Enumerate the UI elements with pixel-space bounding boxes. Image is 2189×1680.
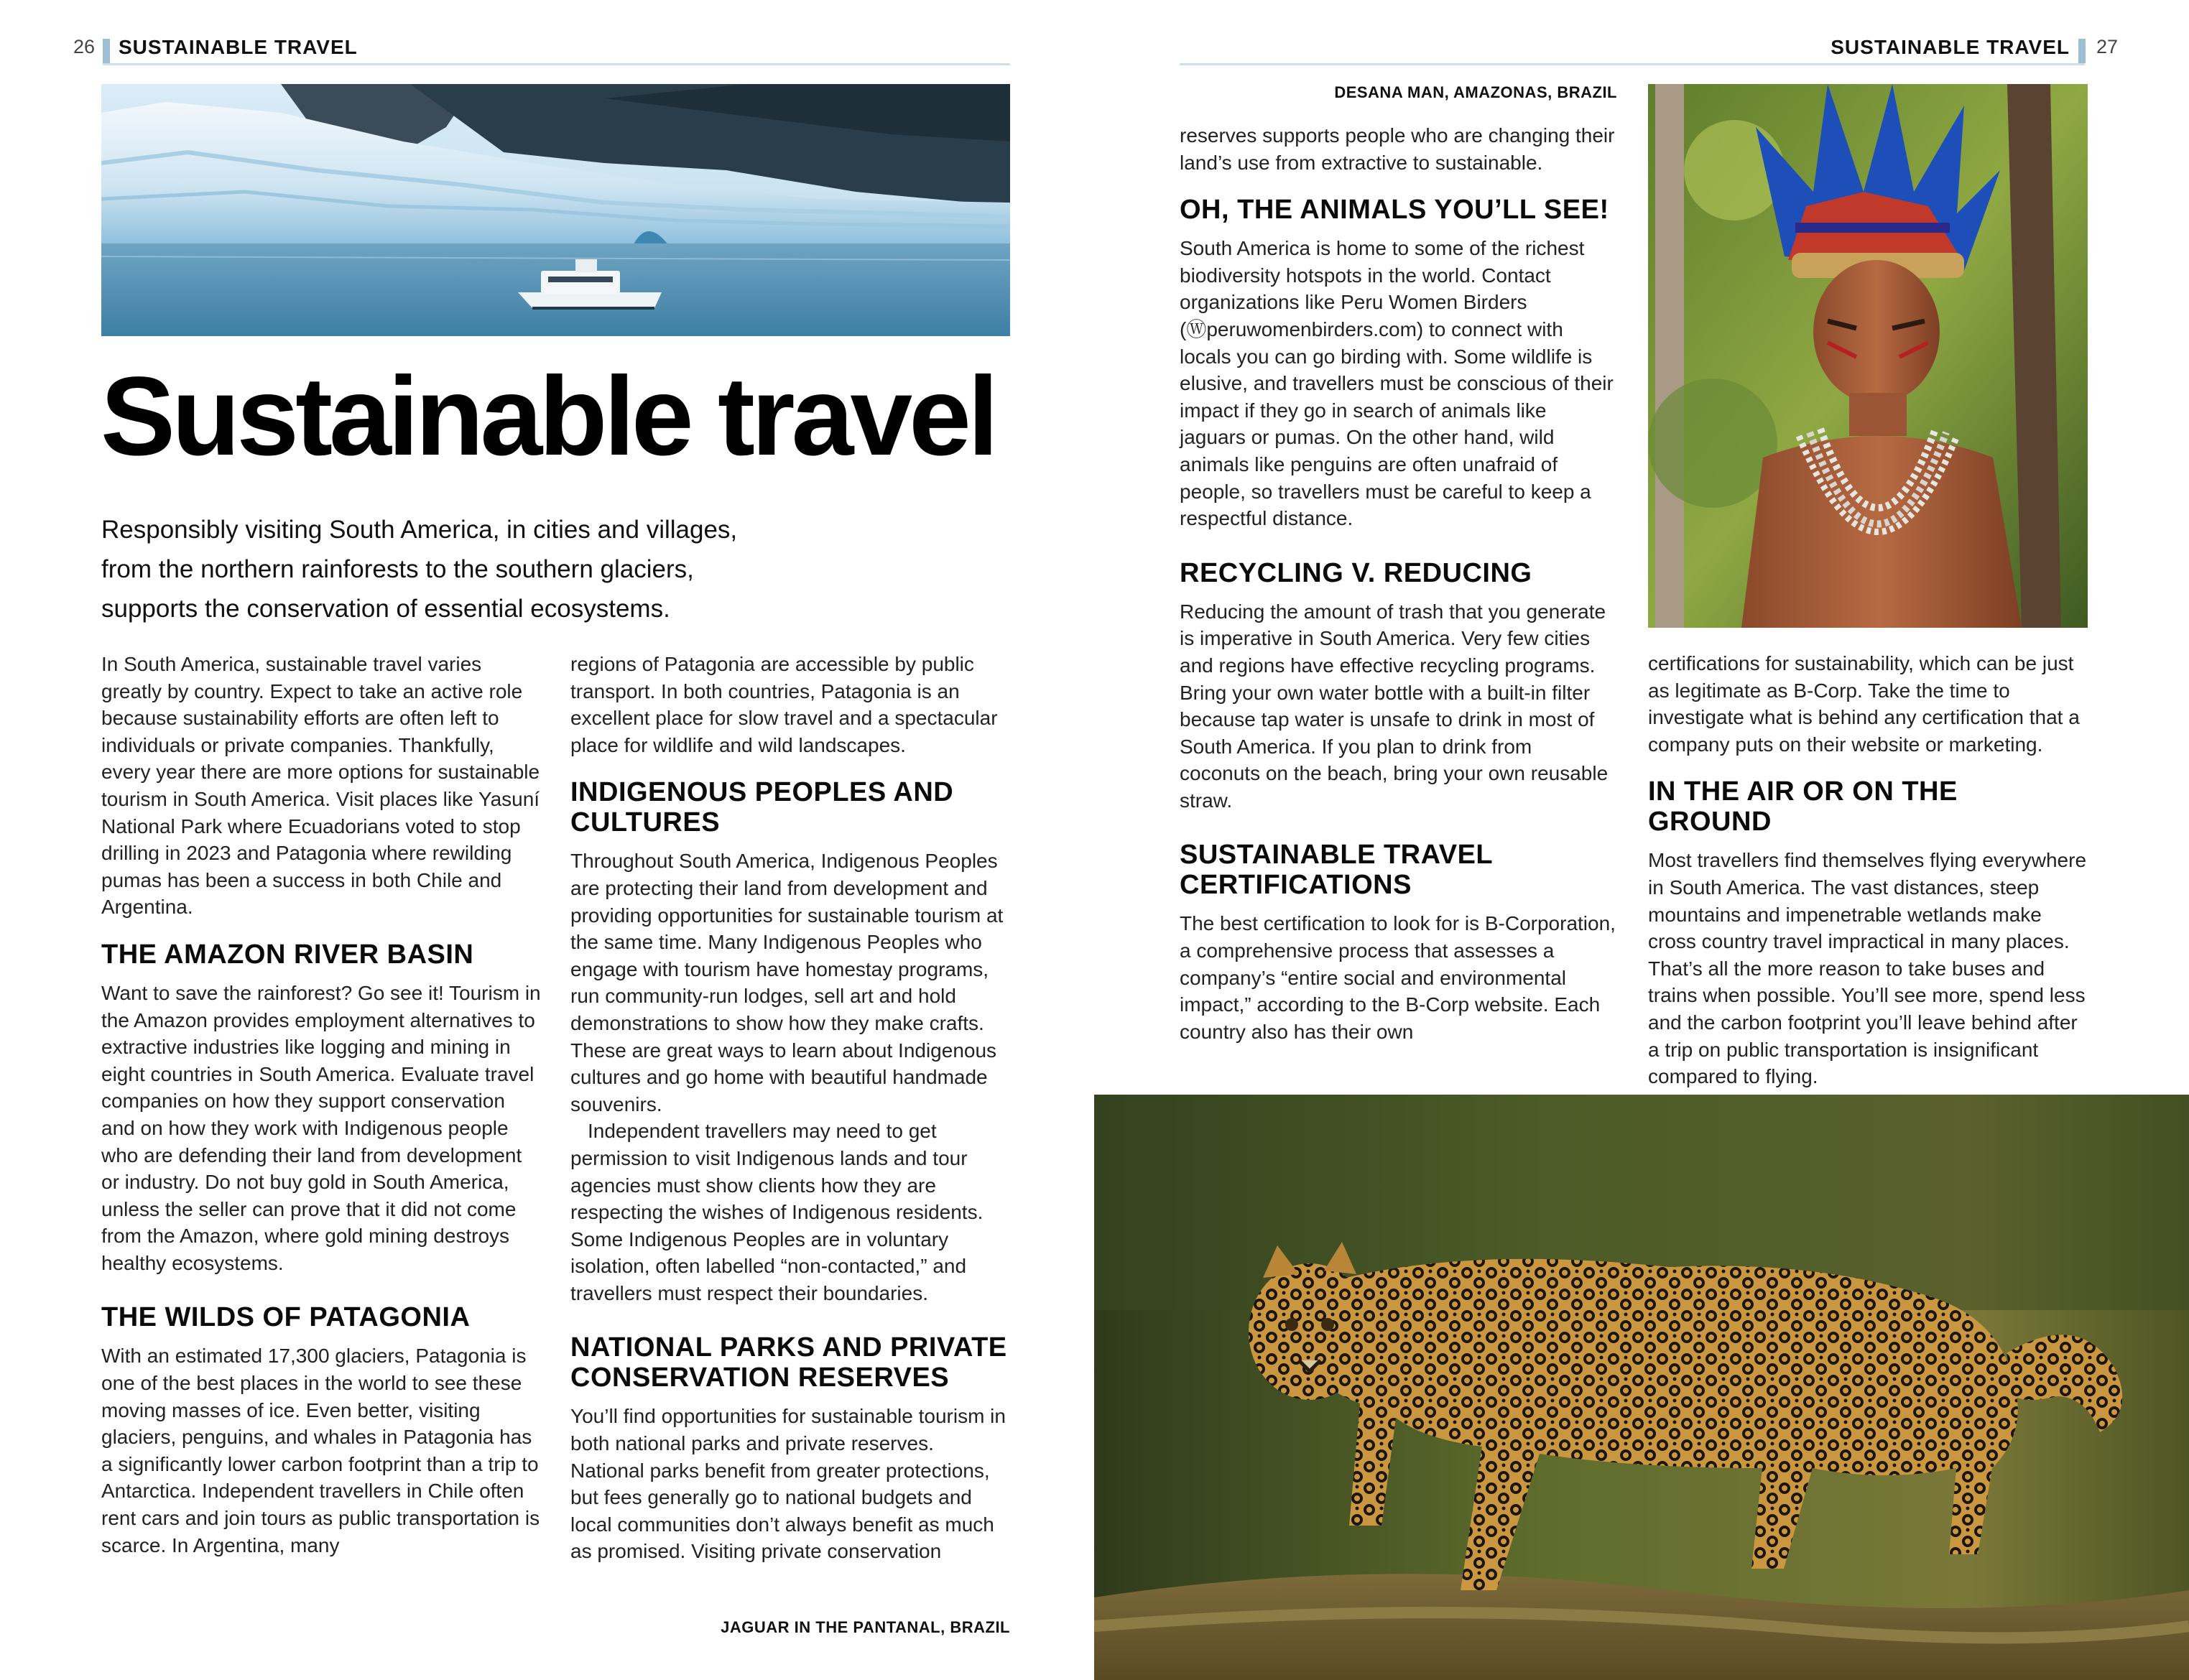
section-heading-indigenous: INDIGENOUS PEOPLES AND CULTURES: [570, 777, 954, 838]
section-heading-amazon: THE AMAZON RIVER BASIN: [101, 939, 474, 970]
header-rule-right: [1180, 63, 2085, 65]
column-1: [101, 651, 543, 1559]
glacier-boat-photo: [101, 84, 1010, 336]
body-paragraph: reserves supports people who are changing their land’s use from extractive to sustainable.: [1180, 124, 1615, 174]
body-paragraph: With an estimated 17,300 glaciers, Patagonia is one of the best places in the world to see these moving masses of ice. Even better, visiting glaciers, penguins, and whales in Patagonia has a significantly lower carbon footprint than a trip to Antarctica. Independent travellers in Chile often rent cars and join tours as public transportation is scarce. In Argentina, many: [101, 1345, 540, 1556]
jaguar-caption: JAGUAR IN THE PANTANAL, BRAZIL: [721, 1618, 1010, 1636]
body-paragraph: Most travellers find themselves flying everywhere in South America. The vast distances, steep mountains and impenetrable wetlands make cross country travel impractical in many places. That’s all the more reason to take buses and trains when possible. You’ll see more, spend less and the carbon footprint you’ll leave behind after a trip on public transportation is insignificant compared to flying.: [1648, 849, 2087, 1088]
page-number-left: 26: [73, 36, 96, 57]
section-heading-air-ground: IN THE AIR OR ON THE GROUND: [1648, 776, 1958, 837]
body-paragraph: The best certification to look for is B-Corporation, a comprehensive process that assesses a company’s “entire social and environmental impact,” according to the B-Corp website. Each country also has their own: [1180, 912, 1616, 1043]
body-paragraph: Throughout South America, Indigenous Peoples are protecting their land from development and providing opportunities for sustainable tourism at the same time. Many Indigenous Peoples who engage with tourism have homestay programs, run community-run lodges, sell art and hold demonstrations to show how they make crafts. These are great ways to learn about Indigenous cultures and go home with beautiful handmade souvenirs.: [570, 850, 1004, 1115]
running-head-right: SUSTAINABLE TRAVEL: [1831, 36, 2070, 58]
body-paragraph: Reducing the amount of trash that you generate is imperative in South America. Very few cities and regions have effective recycling programs. Bring your own water bottle with a built-in filter because tap water is unsafe to drink in most of South America. If you plan to drink from coconuts on the beach, bring your own reusable straw.: [1180, 600, 1609, 812]
column-4: [1648, 650, 2088, 1090]
body-paragraph: regions of Patagonia are accessible by public transport. In both countries, Patagonia is an excellent place for slow travel and a spectacular place for wildlife and wild landscapes.: [570, 653, 998, 756]
section-heading-parks: NATIONAL PARKS AND PRIVATE CONSERVATION RESERVES: [570, 1332, 1007, 1393]
intro-paragraph: Responsibly visiting South America, in cities and villages, from the northern rainforests to the southern glaciers, supports the conservation of essential ecosystems.: [101, 516, 738, 623]
page-number-right: 27: [2096, 36, 2119, 57]
page-title: Sustainable travel: [101, 354, 996, 479]
body-paragraph: You’ll find opportunities for sustainable tourism in both national parks and private reserves. National parks benefit from greater protections, but fees generally go to national budgets and local communities don’t always benefit as much as promised. Visiting private conservation: [570, 1405, 1006, 1563]
body-paragraph: Independent travellers may need to get permission to visit Indigenous lands and tour agencies must show clients how they are respecting the wishes of Indigenous residents. Some Indigenous Peoples are in voluntary isolation, often labelled “non-contacted,” and travellers must respect their boundaries.: [570, 1120, 984, 1304]
body-paragraph: certifications for sustainability, which can be just as legitimate as B-Corp. Take the time to investigate what is behind any certification that a company puts on their website or marketing.: [1648, 652, 2080, 756]
section-heading-patagonia: THE WILDS OF PATAGONIA: [101, 1302, 471, 1333]
running-head-marker-right: [2078, 39, 2086, 63]
section-heading-animals: OH, THE ANIMALS YOU’LL SEE!: [1180, 195, 1609, 226]
column-2: [570, 651, 1013, 1565]
column-3: [1180, 122, 1618, 1045]
body-paragraph: South America is home to some of the richest biodiversity hotspots in the world. Contact organizations like Peru Women Birders (Ⓦperuwomenbirders.com) to connect with locals you can go birding with. Some wildlife is elusive, and travellers must be conscious of their impact if they go in search of animals like jaguars or pumas. On the other hand, wild animals like penguins are often unafraid of people, so travellers must be careful to keep a respectful distance.: [1180, 237, 1614, 530]
section-heading-certifications: SUSTAINABLE TRAVEL CERTIFICATIONS: [1180, 840, 1493, 901]
running-head-marker: [103, 39, 110, 63]
jaguar-photo: [1094, 1095, 2189, 1680]
section-heading-recycling: RECYCLING V. REDUCING: [1180, 557, 1532, 588]
body-paragraph: In South America, sustainable travel varies greatly by country. Expect to take an active role because sustainability efforts are often left to individuals or private companies. Thankfully, every year there are more options for sustainable tourism in South America. Visit places like Yasuní National Park where Ecuadorians voted to stop drilling in 2023 and Patagonia where rewilding pumas has been a success in both Chile and Argentina.: [101, 653, 540, 919]
man-caption: DESANA MAN, AMAZONAS, BRAZIL: [1334, 83, 1617, 101]
header-rule-left: [103, 63, 1010, 65]
body-paragraph: Want to save the rainforest? Go see it! Tourism in the Amazon provides employment alternatives to extractive industries like logging and mining in eight countries in South America. Evaluate travel companies on how they support conservation and on how they work with Indigenous people who are defending their land from development or industry. Do not buy gold in South America, unless the seller can prove that it did not come from the Amazon, where gold mining destroys healthy ecosystems.: [101, 981, 541, 1274]
desana-man-photo: [1648, 84, 2088, 628]
running-head-left: SUSTAINABLE TRAVEL: [119, 36, 358, 58]
